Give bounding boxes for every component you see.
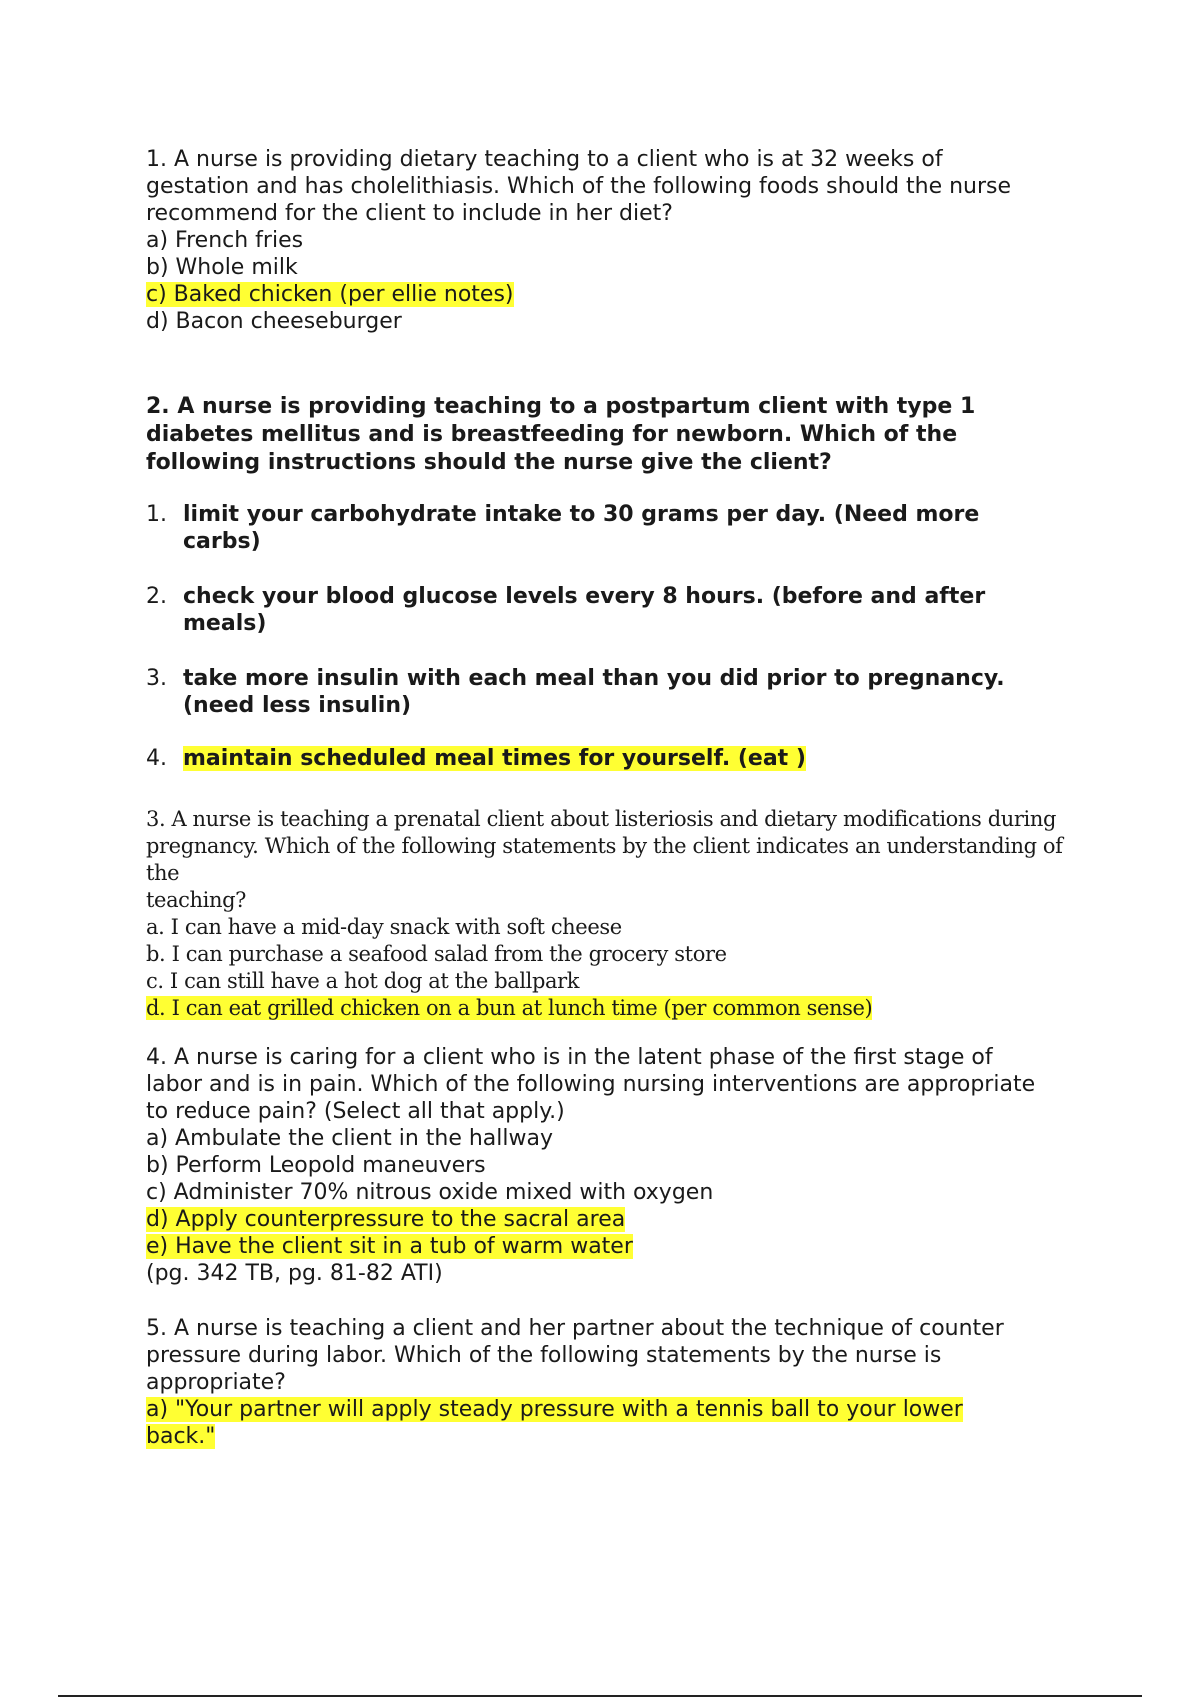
question-3-option-d-answer bbox=[146, 995, 1086, 1022]
question-2-options bbox=[146, 501, 1086, 772]
question-3 bbox=[146, 806, 1086, 1022]
question-5-stem-line: appropriate? bbox=[146, 1370, 286, 1395]
answer-highlight: c) Baked chicken (per ellie notes) bbox=[146, 282, 514, 307]
question-1 bbox=[146, 146, 1086, 335]
question-5-answer-line bbox=[146, 1396, 1086, 1423]
option-number: 3. bbox=[146, 666, 167, 691]
question-2-option-3 bbox=[146, 665, 1086, 719]
question-4-option-a: a) Ambulate the client in the hallway bbox=[146, 1126, 553, 1151]
question-5-stem-line: pressure during labor. Which of the following statements by the nurse is bbox=[146, 1343, 942, 1368]
question-1-option-d: d) Bacon cheeseburger bbox=[146, 309, 402, 334]
question-1-stem-line: 1. A nurse is providing dietary teaching to a client who is at 32 weeks of bbox=[146, 147, 943, 172]
document-page bbox=[146, 146, 1086, 1450]
question-4-option-e-answer bbox=[146, 1233, 1086, 1260]
question-2-option-1 bbox=[146, 501, 1086, 555]
footer-rule bbox=[58, 1695, 1142, 1697]
question-3-stem-line: teaching? bbox=[146, 888, 247, 912]
question-4-stem-line: to reduce pain? (Select all that apply.) bbox=[146, 1099, 565, 1124]
question-4-option-d-answer bbox=[146, 1206, 1086, 1233]
question-1-option-b: b) Whole milk bbox=[146, 255, 298, 280]
question-4-stem-line: 4. A nurse is caring for a client who is in the latent phase of the first stage of bbox=[146, 1045, 993, 1070]
question-4-option-c: c) Administer 70% nitrous oxide mixed with oxygen bbox=[146, 1180, 714, 1205]
question-3-stem-line: 3. A nurse is teaching a prenatal client about listeriosis and dietary modifications during bbox=[146, 807, 1056, 831]
option-line: limit your carbohydrate intake to 30 grams per day. (Need more bbox=[183, 502, 980, 527]
option-line: carbs) bbox=[183, 529, 261, 554]
question-1-option-a: a) French fries bbox=[146, 228, 304, 253]
question-4-reference: (pg. 342 TB, pg. 81-82 ATI) bbox=[146, 1261, 443, 1286]
question-4-stem-line: labor and is in pain. Which of the following nursing interventions are appropriate bbox=[146, 1072, 1036, 1097]
option-line bbox=[183, 745, 1086, 772]
question-1-option-c-answer bbox=[146, 281, 1086, 308]
question-2-stem-line: 2. A nurse is providing teaching to a postpartum client with type 1 bbox=[146, 394, 976, 419]
question-2 bbox=[146, 393, 1086, 477]
option-line: meals) bbox=[183, 611, 267, 636]
option-number: 1. bbox=[146, 502, 167, 527]
question-2-option-2 bbox=[146, 583, 1086, 637]
option-number: 2. bbox=[146, 584, 167, 609]
question-3-option-c: c. I can still have a hot dog at the ballpark bbox=[146, 969, 580, 993]
option-line: (need less insulin) bbox=[183, 693, 412, 718]
question-2-option-4-answer bbox=[146, 745, 1086, 772]
question-2-stem-line: following instructions should the nurse give the client? bbox=[146, 450, 832, 475]
question-3-option-a: a. I can have a mid-day snack with soft cheese bbox=[146, 915, 622, 939]
question-5 bbox=[146, 1315, 1086, 1450]
answer-highlight: e) Have the client sit in a tub of warm water bbox=[146, 1234, 633, 1259]
answer-highlight: d. I can eat grilled chicken on a bun at lunch time (per common sense) bbox=[146, 996, 873, 1020]
answer-highlight: d) Apply counterpressure to the sacral area bbox=[146, 1207, 626, 1232]
question-1-stem-line: recommend for the client to include in her diet? bbox=[146, 201, 673, 226]
option-line: take more insulin with each meal than you did prior to pregnancy. bbox=[183, 666, 1005, 691]
option-line: check your blood glucose levels every 8 hours. (before and after bbox=[183, 584, 986, 609]
question-4-option-b: b) Perform Leopold maneuvers bbox=[146, 1153, 486, 1178]
question-1-stem-line: gestation and has cholelithiasis. Which of the following foods should the nurse bbox=[146, 174, 1012, 199]
option-number: 4. bbox=[146, 746, 167, 771]
answer-highlight: maintain scheduled meal times for yourself. (eat ) bbox=[183, 746, 806, 771]
question-4 bbox=[146, 1044, 1086, 1287]
question-5-answer-line bbox=[146, 1423, 1086, 1450]
question-5-stem-line: 5. A nurse is teaching a client and her partner about the technique of counter bbox=[146, 1316, 1004, 1341]
question-3-stem-line: pregnancy. Which of the following statements by the client indicates an understanding of the bbox=[146, 834, 1063, 885]
answer-highlight: a) "Your partner will apply steady pressure with a tennis ball to your lower bbox=[146, 1397, 963, 1422]
question-3-option-b: b. I can purchase a seafood salad from the grocery store bbox=[146, 942, 727, 966]
answer-highlight: back." bbox=[146, 1424, 216, 1449]
question-2-stem-line: diabetes mellitus and is breastfeeding for newborn. Which of the bbox=[146, 422, 958, 447]
